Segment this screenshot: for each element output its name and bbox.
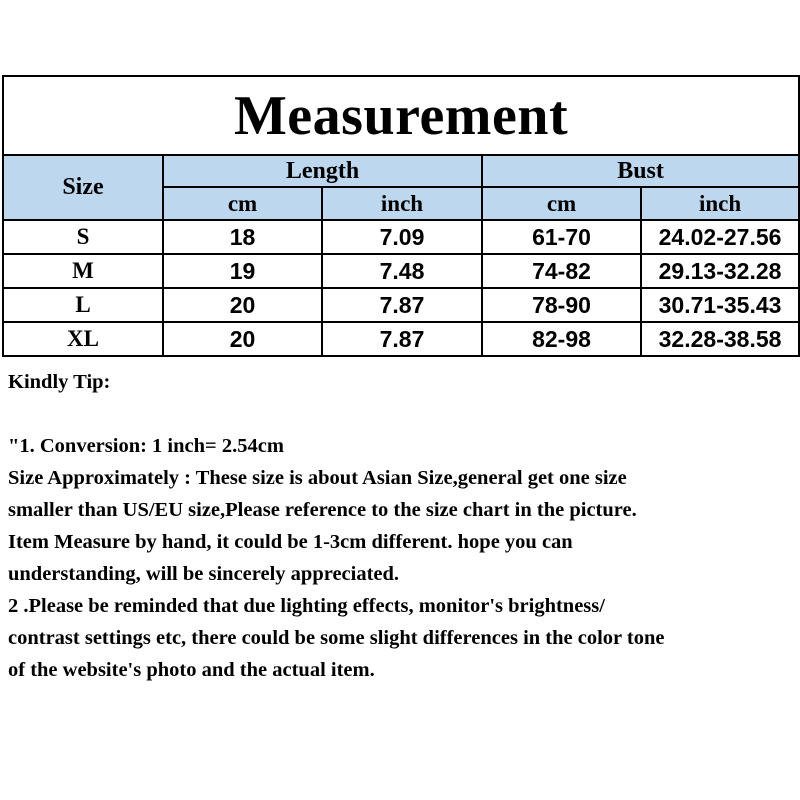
tip-line: contrast settings etc, there could be some slight differences in the color tone (8, 627, 665, 649)
tip-line: smaller than US/EU size,Please reference to the size chart in the picture. (8, 499, 637, 521)
tip-line: "1. Conversion: 1 inch= 2.54cm (8, 435, 284, 457)
length-inch-cell: 7.87 (322, 322, 482, 356)
tip-line: of the website's photo and the actual item. (8, 659, 375, 681)
bust-inch-header: inch (641, 187, 799, 220)
length-inch-cell: 7.87 (322, 288, 482, 322)
length-cm-cell: 19 (163, 254, 322, 288)
table-row (3, 254, 799, 288)
size-column-header: Size (3, 155, 163, 220)
bust-cm-cell: 78-90 (482, 288, 641, 322)
tip-line: understanding, will be sincerely appreciated. (8, 563, 400, 585)
table-row (3, 322, 799, 356)
tip-line: Item Measure by hand, it could be 1-3cm different. hope you can (8, 531, 573, 553)
bust-inch-cell: 24.02-27.56 (641, 220, 799, 254)
bust-inch-cell: 32.28-38.58 (641, 322, 799, 356)
length-cm-cell: 20 (163, 288, 322, 322)
length-cm-header: cm (163, 187, 322, 220)
table-row (3, 220, 799, 254)
length-inch-cell: 7.48 (322, 254, 482, 288)
length-inch-header: inch (322, 187, 482, 220)
tips-heading: Kindly Tip: (8, 371, 111, 393)
table-row (3, 288, 799, 322)
bust-inch-cell: 29.13-32.28 (641, 254, 799, 288)
length-inch-cell: 7.09 (322, 220, 482, 254)
bust-inch-cell: 30.71-35.43 (641, 288, 799, 322)
tip-line: Size Approximately : These size is about Asian Size,general get one size (8, 467, 627, 489)
spacer (8, 398, 798, 430)
size-cell: S (3, 220, 163, 254)
length-cm-cell: 20 (163, 322, 322, 356)
length-group-header: Length (163, 155, 482, 187)
bust-cm-cell: 74-82 (482, 254, 641, 288)
tip-line: 2 .Please be reminded that due lighting effects, monitor's brightness/ (8, 595, 605, 617)
size-cell: M (3, 254, 163, 288)
table-title: Measurement (3, 76, 799, 155)
bust-cm-header: cm (482, 187, 641, 220)
measurement-table (2, 75, 800, 357)
kindly-tip-section (8, 366, 798, 686)
bust-group-header: Bust (482, 155, 799, 187)
size-cell: XL (3, 322, 163, 356)
bust-cm-cell: 61-70 (482, 220, 641, 254)
length-cm-cell: 18 (163, 220, 322, 254)
size-cell: L (3, 288, 163, 322)
bust-cm-cell: 82-98 (482, 322, 641, 356)
